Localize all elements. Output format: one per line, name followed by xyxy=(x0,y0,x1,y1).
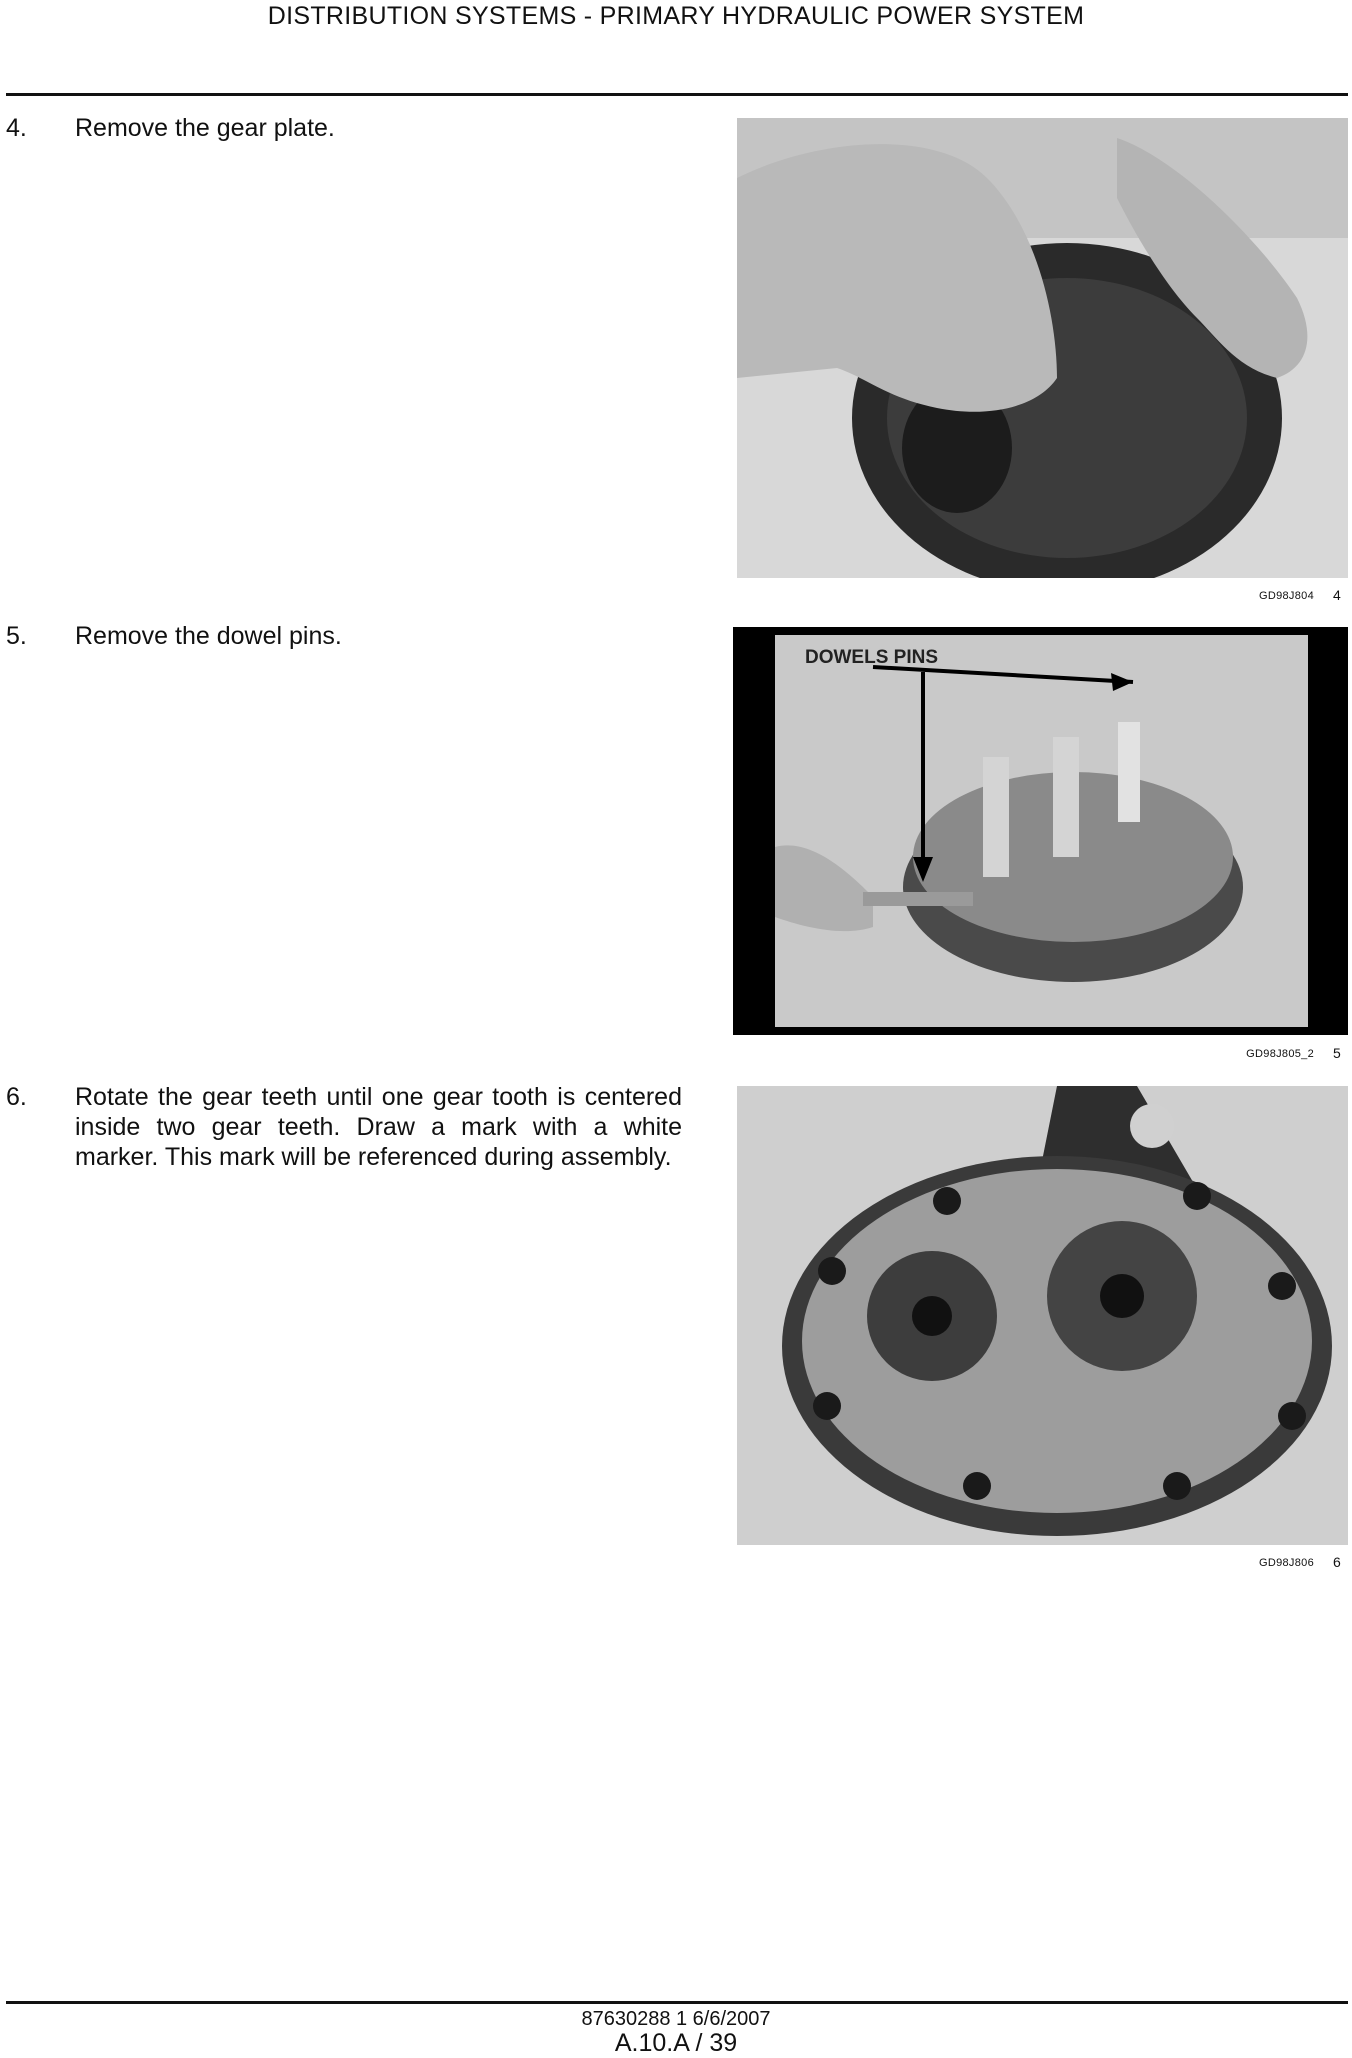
step-text: Remove the dowel pins. xyxy=(75,622,342,650)
photo-gear-teeth xyxy=(737,1086,1348,1545)
step-number: 6. xyxy=(6,1083,27,1111)
photo-gear-plate xyxy=(737,118,1348,578)
page-header-title: DISTRIBUTION SYSTEMS - PRIMARY HYDRAULIC POWER SYSTEM xyxy=(267,2,1085,30)
figure-code: GD98J804 xyxy=(1259,590,1314,602)
figure-callout: DOWELS PINS xyxy=(805,647,939,668)
photo-dowel-pins xyxy=(733,627,1348,1035)
footer-rule xyxy=(6,2001,1348,2004)
figure-number: 4 xyxy=(1333,587,1341,603)
figure-code: GD98J806 xyxy=(1259,1557,1314,1569)
step-number: 5. xyxy=(6,622,27,650)
footer-page-number: A.10.A / 39 xyxy=(614,2029,738,2057)
figure-number: 6 xyxy=(1333,1554,1341,1570)
header-rule xyxy=(6,93,1348,96)
footer-doc-code: 87630288 1 6/6/2007 xyxy=(581,2008,771,2030)
step-number: 4. xyxy=(6,114,27,142)
step-text: Rotate the gear teeth until one gear tooth is centered inside two gear teeth. Draw a mark with a white marker. This mark will be referenced during assembly. xyxy=(75,1083,682,1171)
figure-code: GD98J805_2 xyxy=(1246,1048,1314,1060)
figure-number: 5 xyxy=(1333,1045,1341,1061)
step-text: Remove the gear plate. xyxy=(75,114,335,142)
